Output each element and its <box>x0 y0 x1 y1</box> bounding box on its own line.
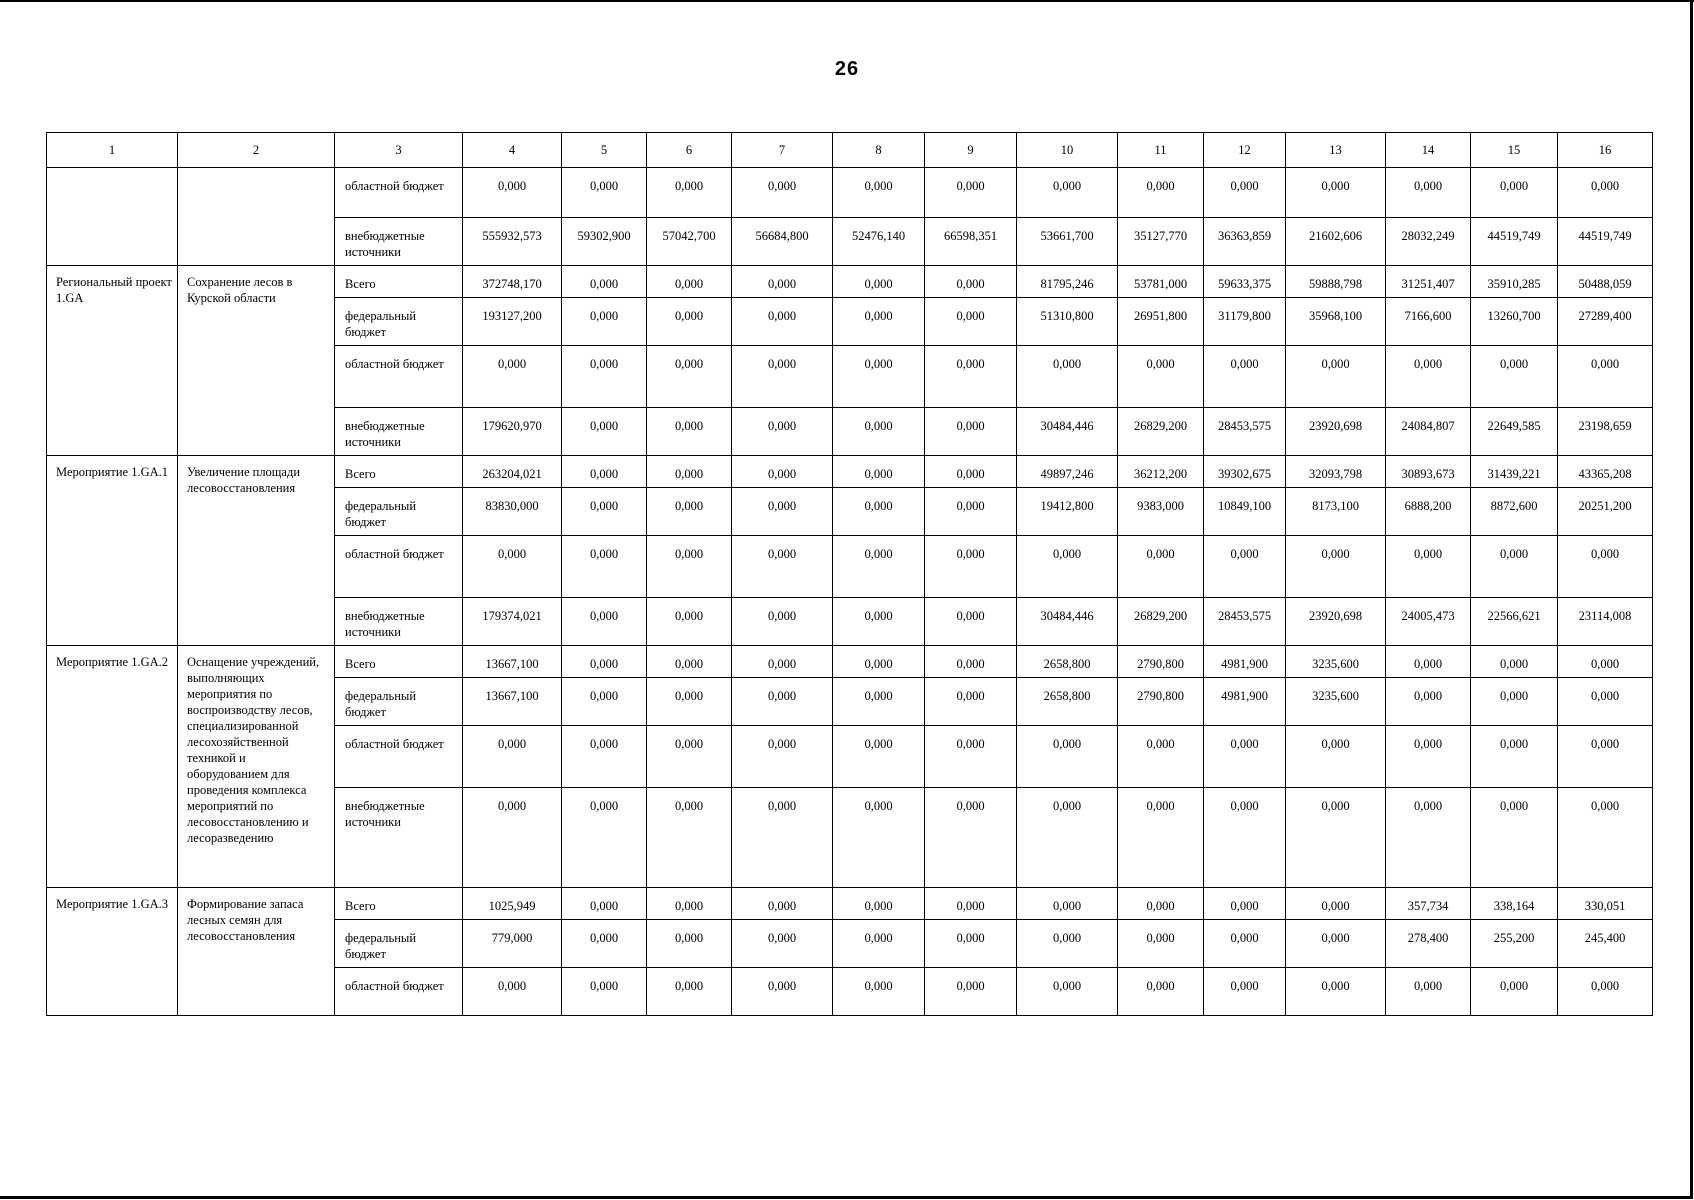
amount-cell: 0,000 <box>1386 678 1471 726</box>
amount-cell: 31179,800 <box>1204 298 1286 346</box>
amount-cell: 0,000 <box>1118 968 1204 1016</box>
amount-cell: 0,000 <box>732 298 833 346</box>
page-number: 26 <box>834 58 860 80</box>
amount-cell: 4981,900 <box>1204 678 1286 726</box>
amount-cell: 0,000 <box>463 726 562 788</box>
amount-cell: 0,000 <box>732 488 833 536</box>
amount-cell: 0,000 <box>1471 646 1558 678</box>
amount-cell: 0,000 <box>925 168 1017 218</box>
amount-cell: 0,000 <box>833 678 925 726</box>
amount-cell: 50488,059 <box>1558 266 1653 298</box>
amount-cell: 22649,585 <box>1471 408 1558 456</box>
amount-cell: 23920,698 <box>1286 408 1386 456</box>
amount-cell: 9383,000 <box>1118 488 1204 536</box>
amount-cell: 0,000 <box>1204 888 1286 920</box>
amount-cell: 179374,021 <box>463 598 562 646</box>
column-number-cell: 12 <box>1204 133 1286 168</box>
amount-cell: 0,000 <box>833 726 925 788</box>
amount-cell: 0,000 <box>562 598 647 646</box>
amount-cell: 0,000 <box>562 920 647 968</box>
amount-cell: 0,000 <box>463 168 562 218</box>
amount-cell: 0,000 <box>1118 168 1204 218</box>
item-name-cell: Сохранение лесов в Курской области <box>178 266 335 456</box>
amount-cell: 0,000 <box>925 646 1017 678</box>
amount-cell: 44519,749 <box>1558 218 1653 266</box>
amount-cell: 2658,800 <box>1017 678 1118 726</box>
amount-cell: 0,000 <box>562 678 647 726</box>
amount-cell: 330,051 <box>1558 888 1653 920</box>
amount-cell: 27289,400 <box>1558 298 1653 346</box>
amount-cell: 179620,970 <box>463 408 562 456</box>
amount-cell: 0,000 <box>1558 726 1653 788</box>
amount-cell: 24005,473 <box>1386 598 1471 646</box>
column-number-cell: 2 <box>178 133 335 168</box>
amount-cell: 0,000 <box>833 168 925 218</box>
column-number-cell: 8 <box>833 133 925 168</box>
funding-source-cell: федеральный бюджет <box>335 298 463 346</box>
amount-cell: 0,000 <box>1386 726 1471 788</box>
amount-cell: 372748,170 <box>463 266 562 298</box>
amount-cell: 8872,600 <box>1471 488 1558 536</box>
amount-cell: 31439,221 <box>1471 456 1558 488</box>
column-number-cell: 4 <box>463 133 562 168</box>
amount-cell: 0,000 <box>562 646 647 678</box>
amount-cell: 0,000 <box>647 488 732 536</box>
amount-cell: 0,000 <box>833 536 925 598</box>
amount-cell: 0,000 <box>1471 346 1558 408</box>
amount-cell: 35910,285 <box>1471 266 1558 298</box>
amount-cell: 0,000 <box>1204 788 1286 888</box>
amount-cell: 0,000 <box>1017 168 1118 218</box>
amount-cell: 0,000 <box>925 488 1017 536</box>
amount-cell: 2790,800 <box>1118 646 1204 678</box>
amount-cell: 23198,659 <box>1558 408 1653 456</box>
amount-cell: 0,000 <box>833 968 925 1016</box>
amount-cell: 0,000 <box>1204 726 1286 788</box>
table-row <box>47 888 1653 920</box>
amount-cell: 0,000 <box>833 266 925 298</box>
amount-cell: 0,000 <box>1286 168 1386 218</box>
amount-cell: 0,000 <box>562 298 647 346</box>
amount-cell: 0,000 <box>925 598 1017 646</box>
amount-cell: 0,000 <box>1471 678 1558 726</box>
amount-cell: 0,000 <box>1558 678 1653 726</box>
amount-cell: 57042,700 <box>647 218 732 266</box>
column-number-cell: 7 <box>732 133 833 168</box>
amount-cell: 0,000 <box>647 678 732 726</box>
amount-cell: 13260,700 <box>1471 298 1558 346</box>
column-number-cell: 1 <box>47 133 178 168</box>
column-number-cell: 10 <box>1017 133 1118 168</box>
amount-cell: 0,000 <box>1017 968 1118 1016</box>
amount-cell: 7166,600 <box>1386 298 1471 346</box>
amount-cell: 8173,100 <box>1286 488 1386 536</box>
amount-cell: 35127,770 <box>1118 218 1204 266</box>
funding-source-cell: внебюджетные источники <box>335 218 463 266</box>
amount-cell: 0,000 <box>925 536 1017 598</box>
amount-cell: 32093,798 <box>1286 456 1386 488</box>
amount-cell: 0,000 <box>1471 536 1558 598</box>
amount-cell: 245,400 <box>1558 920 1653 968</box>
column-number-cell: 5 <box>562 133 647 168</box>
column-number-cell: 15 <box>1471 133 1558 168</box>
amount-cell: 0,000 <box>1017 726 1118 788</box>
amount-cell: 278,400 <box>1386 920 1471 968</box>
item-code-cell: Региональный проект 1.GA <box>47 266 178 456</box>
amount-cell: 0,000 <box>732 788 833 888</box>
amount-cell: 0,000 <box>1286 536 1386 598</box>
table-row <box>47 266 1653 298</box>
amount-cell: 13667,100 <box>463 646 562 678</box>
amount-cell: 0,000 <box>1558 646 1653 678</box>
amount-cell: 193127,200 <box>463 298 562 346</box>
amount-cell: 0,000 <box>647 168 732 218</box>
amount-cell: 0,000 <box>732 346 833 408</box>
amount-cell: 0,000 <box>1017 788 1118 888</box>
amount-cell: 0,000 <box>1204 346 1286 408</box>
amount-cell: 0,000 <box>925 968 1017 1016</box>
item-code-cell: Мероприятие 1.GA.3 <box>47 888 178 1016</box>
amount-cell: 1025,949 <box>463 888 562 920</box>
amount-cell: 0,000 <box>562 456 647 488</box>
amount-cell: 0,000 <box>833 646 925 678</box>
amount-cell: 0,000 <box>1017 920 1118 968</box>
amount-cell: 23114,008 <box>1558 598 1653 646</box>
amount-cell: 0,000 <box>647 408 732 456</box>
amount-cell: 4981,900 <box>1204 646 1286 678</box>
amount-cell: 6888,200 <box>1386 488 1471 536</box>
amount-cell: 3235,600 <box>1286 678 1386 726</box>
amount-cell: 26829,200 <box>1118 598 1204 646</box>
amount-cell: 0,000 <box>562 726 647 788</box>
amount-cell: 0,000 <box>1204 536 1286 598</box>
amount-cell: 0,000 <box>1471 726 1558 788</box>
amount-cell: 0,000 <box>1386 788 1471 888</box>
column-number-cell: 6 <box>647 133 732 168</box>
amount-cell: 81795,246 <box>1017 266 1118 298</box>
amount-cell: 0,000 <box>647 646 732 678</box>
amount-cell: 2790,800 <box>1118 678 1204 726</box>
amount-cell: 0,000 <box>925 298 1017 346</box>
amount-cell: 21602,606 <box>1286 218 1386 266</box>
column-number-cell: 14 <box>1386 133 1471 168</box>
amount-cell: 43365,208 <box>1558 456 1653 488</box>
amount-cell: 0,000 <box>1286 346 1386 408</box>
column-number-cell: 3 <box>335 133 463 168</box>
amount-cell: 30484,446 <box>1017 408 1118 456</box>
amount-cell: 0,000 <box>925 888 1017 920</box>
amount-cell: 59302,900 <box>562 218 647 266</box>
amount-cell: 0,000 <box>732 646 833 678</box>
funding-source-cell: внебюджетные источники <box>335 598 463 646</box>
amount-cell: 0,000 <box>562 168 647 218</box>
amount-cell: 0,000 <box>1286 968 1386 1016</box>
amount-cell: 23920,698 <box>1286 598 1386 646</box>
amount-cell: 44519,749 <box>1471 218 1558 266</box>
amount-cell: 0,000 <box>647 920 732 968</box>
amount-cell: 36212,200 <box>1118 456 1204 488</box>
amount-cell: 35968,100 <box>1286 298 1386 346</box>
amount-cell: 0,000 <box>925 788 1017 888</box>
amount-cell: 0,000 <box>925 920 1017 968</box>
amount-cell: 0,000 <box>732 266 833 298</box>
amount-cell: 0,000 <box>1017 346 1118 408</box>
amount-cell: 0,000 <box>647 266 732 298</box>
amount-cell: 0,000 <box>1558 168 1653 218</box>
amount-cell: 0,000 <box>1286 726 1386 788</box>
amount-cell: 66598,351 <box>925 218 1017 266</box>
column-number-cell: 16 <box>1558 133 1653 168</box>
funding-source-cell: федеральный бюджет <box>335 678 463 726</box>
amount-cell: 0,000 <box>562 536 647 598</box>
amount-cell: 0,000 <box>1204 168 1286 218</box>
amount-cell: 0,000 <box>732 536 833 598</box>
amount-cell: 0,000 <box>647 598 732 646</box>
amount-cell: 59888,798 <box>1286 266 1386 298</box>
amount-cell: 0,000 <box>1558 968 1653 1016</box>
funding-source-cell: областной бюджет <box>335 168 463 218</box>
funding-source-cell: областной бюджет <box>335 968 463 1016</box>
amount-cell: 0,000 <box>1118 788 1204 888</box>
amount-cell: 31251,407 <box>1386 266 1471 298</box>
amount-cell: 0,000 <box>1386 646 1471 678</box>
amount-cell: 338,164 <box>1471 888 1558 920</box>
item-code-cell <box>47 168 178 266</box>
table-row <box>47 456 1653 488</box>
amount-cell: 22566,621 <box>1471 598 1558 646</box>
amount-cell: 52476,140 <box>833 218 925 266</box>
amount-cell: 30893,673 <box>1386 456 1471 488</box>
amount-cell: 26829,200 <box>1118 408 1204 456</box>
amount-cell: 3235,600 <box>1286 646 1386 678</box>
amount-cell: 0,000 <box>1204 968 1286 1016</box>
amount-cell: 0,000 <box>1017 888 1118 920</box>
amount-cell: 0,000 <box>833 920 925 968</box>
funding-source-cell: Всего <box>335 456 463 488</box>
funding-source-cell: внебюджетные источники <box>335 788 463 888</box>
amount-cell: 255,200 <box>1471 920 1558 968</box>
amount-cell: 83830,000 <box>463 488 562 536</box>
amount-cell: 555932,573 <box>463 218 562 266</box>
funding-source-cell: внебюджетные источники <box>335 408 463 456</box>
funding-source-cell: областной бюджет <box>335 346 463 408</box>
amount-cell: 28453,575 <box>1204 408 1286 456</box>
amount-cell: 0,000 <box>562 346 647 408</box>
table-row <box>47 646 1653 678</box>
amount-cell: 0,000 <box>732 920 833 968</box>
amount-cell: 0,000 <box>833 346 925 408</box>
amount-cell: 0,000 <box>1286 788 1386 888</box>
amount-cell: 0,000 <box>1471 788 1558 888</box>
amount-cell: 0,000 <box>1471 968 1558 1016</box>
amount-cell: 0,000 <box>1204 920 1286 968</box>
budget-table <box>46 132 1653 1016</box>
amount-cell: 0,000 <box>562 266 647 298</box>
table-row <box>47 168 1653 218</box>
amount-cell: 59633,375 <box>1204 266 1286 298</box>
amount-cell: 0,000 <box>833 298 925 346</box>
amount-cell: 0,000 <box>562 788 647 888</box>
amount-cell: 0,000 <box>732 888 833 920</box>
amount-cell: 0,000 <box>463 968 562 1016</box>
amount-cell: 30484,446 <box>1017 598 1118 646</box>
amount-cell: 0,000 <box>562 888 647 920</box>
amount-cell: 0,000 <box>1017 536 1118 598</box>
amount-cell: 0,000 <box>1118 536 1204 598</box>
amount-cell: 13667,100 <box>463 678 562 726</box>
amount-cell: 0,000 <box>1118 888 1204 920</box>
amount-cell: 53661,700 <box>1017 218 1118 266</box>
amount-cell: 0,000 <box>647 298 732 346</box>
amount-cell: 0,000 <box>463 536 562 598</box>
amount-cell: 0,000 <box>647 968 732 1016</box>
amount-cell: 0,000 <box>732 598 833 646</box>
amount-cell: 0,000 <box>1118 346 1204 408</box>
amount-cell: 0,000 <box>1286 920 1386 968</box>
amount-cell: 0,000 <box>1118 920 1204 968</box>
funding-source-cell: федеральный бюджет <box>335 488 463 536</box>
amount-cell: 0,000 <box>1386 168 1471 218</box>
amount-cell: 0,000 <box>925 456 1017 488</box>
amount-cell: 0,000 <box>1558 346 1653 408</box>
amount-cell: 0,000 <box>732 968 833 1016</box>
amount-cell: 0,000 <box>732 678 833 726</box>
amount-cell: 0,000 <box>833 598 925 646</box>
amount-cell: 0,000 <box>647 456 732 488</box>
amount-cell: 0,000 <box>925 408 1017 456</box>
amount-cell: 0,000 <box>647 536 732 598</box>
amount-cell: 0,000 <box>647 888 732 920</box>
amount-cell: 10849,100 <box>1204 488 1286 536</box>
funding-source-cell: федеральный бюджет <box>335 920 463 968</box>
item-name-cell: Формирование запаса лесных семян для лесовосстановления <box>178 888 335 1016</box>
item-code-cell: Мероприятие 1.GA.2 <box>47 646 178 888</box>
amount-cell: 357,734 <box>1386 888 1471 920</box>
amount-cell: 0,000 <box>833 788 925 888</box>
item-code-cell: Мероприятие 1.GA.1 <box>47 456 178 646</box>
amount-cell: 0,000 <box>1386 968 1471 1016</box>
funding-source-cell: Всего <box>335 266 463 298</box>
column-number-cell: 9 <box>925 133 1017 168</box>
amount-cell: 0,000 <box>463 788 562 888</box>
amount-cell: 0,000 <box>833 456 925 488</box>
amount-cell: 0,000 <box>562 968 647 1016</box>
amount-cell: 0,000 <box>1471 168 1558 218</box>
amount-cell: 0,000 <box>1386 536 1471 598</box>
column-number-row <box>47 133 1653 168</box>
amount-cell: 0,000 <box>1558 788 1653 888</box>
amount-cell: 0,000 <box>1558 536 1653 598</box>
amount-cell: 20251,200 <box>1558 488 1653 536</box>
amount-cell: 0,000 <box>833 488 925 536</box>
amount-cell: 0,000 <box>562 488 647 536</box>
amount-cell: 0,000 <box>732 408 833 456</box>
table-body <box>47 133 1653 1016</box>
amount-cell: 0,000 <box>732 726 833 788</box>
amount-cell: 24084,807 <box>1386 408 1471 456</box>
amount-cell: 0,000 <box>1286 888 1386 920</box>
amount-cell: 0,000 <box>925 266 1017 298</box>
funding-source-cell: Всего <box>335 888 463 920</box>
funding-source-cell: Всего <box>335 646 463 678</box>
column-number-cell: 13 <box>1286 133 1386 168</box>
amount-cell: 2658,800 <box>1017 646 1118 678</box>
amount-cell: 26951,800 <box>1118 298 1204 346</box>
item-name-cell: Увеличение площади лесовосстановления <box>178 456 335 646</box>
amount-cell: 0,000 <box>925 726 1017 788</box>
amount-cell: 0,000 <box>647 788 732 888</box>
amount-cell: 0,000 <box>833 408 925 456</box>
amount-cell: 0,000 <box>647 346 732 408</box>
item-name-cell: Оснащение учреждений, выполняющих мероприятия по воспроизводству лесов, специализированной лесохозяйственной техникой и оборудованием для проведения комплекса мероприятий по лесовосстановлению и лесоразведению <box>178 646 335 888</box>
amount-cell: 263204,021 <box>463 456 562 488</box>
amount-cell: 0,000 <box>732 168 833 218</box>
item-name-cell <box>178 168 335 266</box>
funding-source-cell: областной бюджет <box>335 726 463 788</box>
amount-cell: 0,000 <box>562 408 647 456</box>
column-number-cell: 11 <box>1118 133 1204 168</box>
amount-cell: 0,000 <box>732 456 833 488</box>
amount-cell: 0,000 <box>647 726 732 788</box>
amount-cell: 28453,575 <box>1204 598 1286 646</box>
amount-cell: 53781,000 <box>1118 266 1204 298</box>
amount-cell: 51310,800 <box>1017 298 1118 346</box>
amount-cell: 0,000 <box>1386 346 1471 408</box>
funding-source-cell: областной бюджет <box>335 536 463 598</box>
amount-cell: 19412,800 <box>1017 488 1118 536</box>
amount-cell: 39302,675 <box>1204 456 1286 488</box>
amount-cell: 28032,249 <box>1386 218 1471 266</box>
amount-cell: 0,000 <box>463 346 562 408</box>
amount-cell: 0,000 <box>925 346 1017 408</box>
amount-cell: 36363,859 <box>1204 218 1286 266</box>
amount-cell: 56684,800 <box>732 218 833 266</box>
amount-cell: 49897,246 <box>1017 456 1118 488</box>
amount-cell: 0,000 <box>1118 726 1204 788</box>
amount-cell: 0,000 <box>925 678 1017 726</box>
amount-cell: 779,000 <box>463 920 562 968</box>
amount-cell: 0,000 <box>833 888 925 920</box>
